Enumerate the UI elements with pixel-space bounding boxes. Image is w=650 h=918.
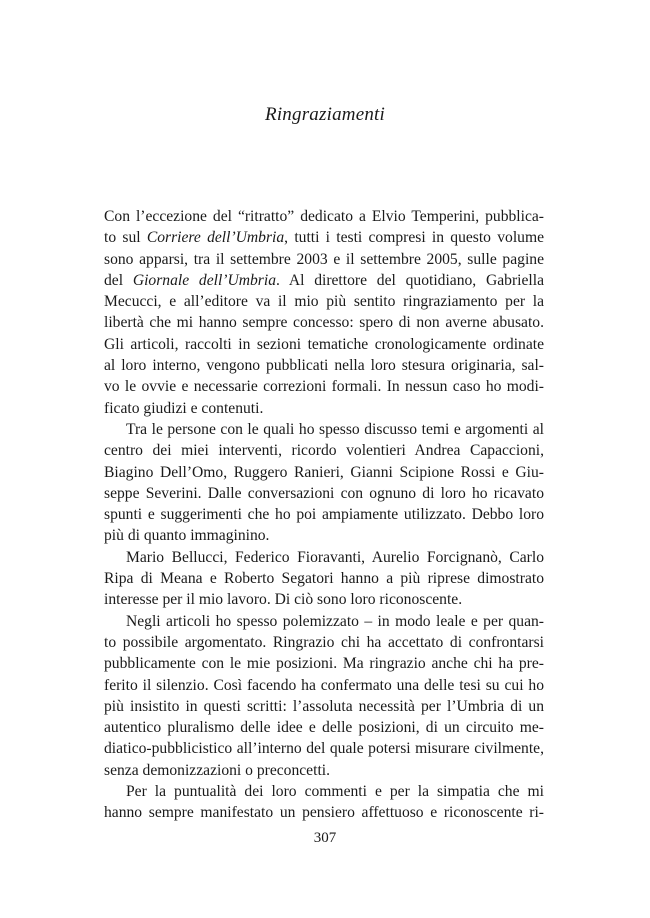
body-text xyxy=(104,206,544,824)
text-segment: interesse per il mio lavoro. Di ciò sono loro riconoscente. xyxy=(104,591,463,609)
text-segment: to sul xyxy=(104,229,147,247)
text-segment: ficato giudizi e contenuti. xyxy=(104,399,264,417)
text-segment: to possibile argomentato. Ringrazio chi ha accettato di confrontarsi xyxy=(104,633,544,651)
text-line xyxy=(104,760,544,781)
text-line xyxy=(104,781,544,802)
page-title: Ringraziamenti xyxy=(265,104,385,125)
text-line xyxy=(104,696,544,717)
text-line xyxy=(104,525,544,546)
text-segment: Tra le persone con le quali ho spesso discusso temi e argomenti al xyxy=(126,420,544,438)
text-segment: al loro interno, vengono pubblicati nella loro stesura originaria, sal- xyxy=(104,357,544,375)
text-segment: vo le ovvie e necessarie correzioni formali. In nessun caso ho modi- xyxy=(104,378,544,396)
text-line xyxy=(104,312,544,333)
text-segment: ferito il silenzio. Così facendo ha confermato una delle tesi su cui ho xyxy=(104,676,544,694)
text-line xyxy=(104,632,544,653)
text-line xyxy=(104,589,544,610)
text-line xyxy=(104,802,544,823)
text-segment: pubblicamente con le mie posizioni. Ma ringrazio anche chi ha pre- xyxy=(104,655,544,673)
text-segment: Per la puntualità dei loro commenti e per la simpatia che mi xyxy=(126,783,544,801)
text-line xyxy=(104,334,544,355)
text-line xyxy=(104,270,544,291)
text-line xyxy=(104,547,544,568)
text-segment: libertà che mi hanno sempre concesso: spero di non averne abusato. xyxy=(104,314,544,332)
text-line xyxy=(104,376,544,397)
text-line xyxy=(104,717,544,738)
text-line xyxy=(104,504,544,525)
text-segment: . Al direttore del quotidiano, Gabriella xyxy=(276,271,544,289)
text-line xyxy=(104,675,544,696)
text-segment: Mecucci, e all’editore va il mio più sentito ringraziamento per la xyxy=(104,293,544,311)
text-line xyxy=(104,440,544,461)
italic-text: Giornale dell’Umbria xyxy=(132,271,277,289)
text-line xyxy=(104,206,544,227)
text-segment: Gli articoli, raccolti in sezioni tematiche cronologicamente ordinate xyxy=(104,335,544,353)
text-line xyxy=(104,611,544,632)
text-segment: seppe Severini. Dalle conversazioni con ognuno di loro ho ricavato xyxy=(104,484,544,502)
text-line xyxy=(104,462,544,483)
text-segment: Biagino Dell’Omo, Ruggero Ranieri, Gianni Scipione Rossi e Giu- xyxy=(104,463,544,481)
text-segment: centro dei miei interventi, ricordo volentieri Andrea Capaccioni, xyxy=(104,442,544,460)
page-number: 307 xyxy=(313,830,337,846)
text-line xyxy=(104,249,544,270)
text-segment: Con l’eccezione del “ritratto” dedicato a Elvio Temperini, pubblica- xyxy=(104,208,544,225)
text-segment: spunti e suggerimenti che ho poi ampiamente utilizzato. Debbo loro xyxy=(104,506,544,524)
text-segment: diatico-pubblicistico all’interno del quale potersi misurare civilmente, xyxy=(104,740,544,758)
text-line xyxy=(104,419,544,440)
text-segment: Ripa di Meana e Roberto Segatori hanno a più riprese dimostrato xyxy=(104,570,544,588)
text-segment: Negli articoli ho spesso polemizzato – in modo leale e per quan- xyxy=(126,612,544,630)
text-segment: senza demonizzazioni o preconcetti. xyxy=(104,761,331,779)
text-line xyxy=(104,398,544,419)
text-segment: , tutti i testi compresi in questo volume xyxy=(284,229,544,247)
text-line xyxy=(104,653,544,674)
text-line xyxy=(104,483,544,504)
text-segment: del xyxy=(104,271,133,289)
text-segment: più di quanto immaginino. xyxy=(104,527,270,545)
text-segment: Mario Bellucci, Federico Fioravanti, Aurelio Forcignanò, Carlo xyxy=(126,548,544,566)
italic-text: Corriere dell’Umbria xyxy=(146,229,285,247)
text-line xyxy=(104,738,544,759)
text-line xyxy=(104,291,544,312)
text-line xyxy=(104,227,544,248)
text-segment: hanno sempre manifestato un pensiero affettuoso e riconoscente ri- xyxy=(104,804,544,822)
text-segment: più insistito in questi scritti: l’assoluta necessità per l’Umbria di un xyxy=(104,697,544,715)
text-line xyxy=(104,355,544,376)
text-segment: sono apparsi, tra il settembre 2003 e il settembre 2005, sulle pagine xyxy=(104,250,544,268)
text-line xyxy=(104,568,544,589)
text-segment: autentico pluralismo delle idee e delle posizioni, di un circuito me- xyxy=(104,719,544,737)
